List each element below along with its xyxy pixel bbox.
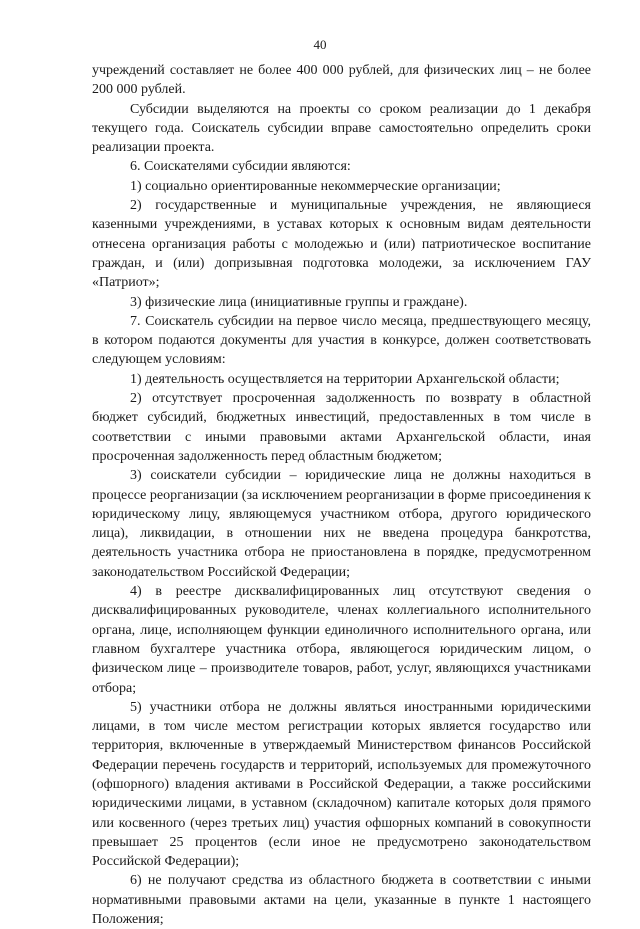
body-text bbox=[92, 61, 591, 929]
paragraph-7-item-4: 4) в реестре дисквалифицированных лиц отсутствуют сведения о дисквалифицированных руководителе, членах коллегиального исполнительного органа, лице, исполняющем функции единоличного исполнительного органа, или главном бухгалтере участника отбора, являющегося юридическим лицом, о физическом лице – производителе товаров, работ, услуг, являющихся участниками отбора; bbox=[92, 584, 591, 696]
paragraph-intro-continuation: учреждений составляет не более 400 000 рублей, для физических лиц – не более 200 000 рублей. bbox=[92, 63, 591, 98]
paragraph-section-6-heading: 6. Соискателями субсидии являются: bbox=[130, 159, 351, 175]
paragraph-6-item-1: 1) социально ориентированные некоммерческие организации; bbox=[130, 178, 501, 194]
paragraph-7-item-6: 6) не получают средства из областного бюджета в соответствии с иными нормативными правовыми актами на цели, указанные в пункте 1 настоящего Положения; bbox=[92, 873, 591, 928]
paragraph-section-7-heading: 7. Соискатель субсидии на первое число месяца, предшествующего месяцу, в котором подаются документы для участия в конкурсе, должен соответствовать следующем условиям: bbox=[92, 313, 591, 368]
paragraph-6-item-3: 3) физические лица (инициативные группы и граждане). bbox=[130, 294, 468, 310]
paragraph-7-item-5: 5) участники отбора не должны являться иностранными юридическими лицами, в том числе местом регистрации которых является государство или территория, включенные в утверждаемый Министерством финансов Российской Федерации перечень государств и территорий, используемых для промежуточного (офшорного) владения активами в Российской Федерации, а также российскими юридическими лицами, в уставном (складочном) капитале которых доля прямого или косвенного (через третьих лиц) участия офшорных компаний в совокупности превышает 25 процентов (если иное не предусмотрено законодательством Российской Федерации); bbox=[92, 699, 591, 870]
page-number: 40 bbox=[313, 37, 327, 52]
paragraph-7-item-2: 2) отсутствует просроченная задолженность по возврату в областной бюджет субсидий, бюджетных инвестиций, предоставленных в том числе в соответствии с иными правовыми актами Архангельской области, иная просроченная задолженность перед областным бюджетом; bbox=[92, 391, 591, 464]
paragraph-6-item-2: 2) государственные и муниципальные учреждения, не являющиеся казенными учреждениями, в уставах которых к основным видам деятельности отнесена организация работы с молодежью и (или) патриотическое воспитание граждан, и (или) допризывная подготовка молодежи, за исключением ГАУ «Патриот»; bbox=[92, 198, 591, 291]
paragraph-7-item-3: 3) соискатели субсидии – юридические лица не должны находиться в процессе реорганизации (за исключением реорганизации в форме присоединения к юридическому лицу, являющемуся участником отбора, другого юридического лица), ликвидации, в отношении них не введена процедура банкротства, деятельность участника отбора не приостановлена в порядке, предусмотренном законодательством Российской Федерации; bbox=[92, 468, 591, 580]
paragraph-7-item-1: 1) деятельность осуществляется на территории Архангельской области; bbox=[130, 371, 560, 387]
paragraph-project-deadline: Субсидии выделяются на проекты со сроком реализации до 1 декабря текущего года. Соискатель субсидии вправе самостоятельно определить сроки реализации проекта. bbox=[92, 101, 591, 156]
